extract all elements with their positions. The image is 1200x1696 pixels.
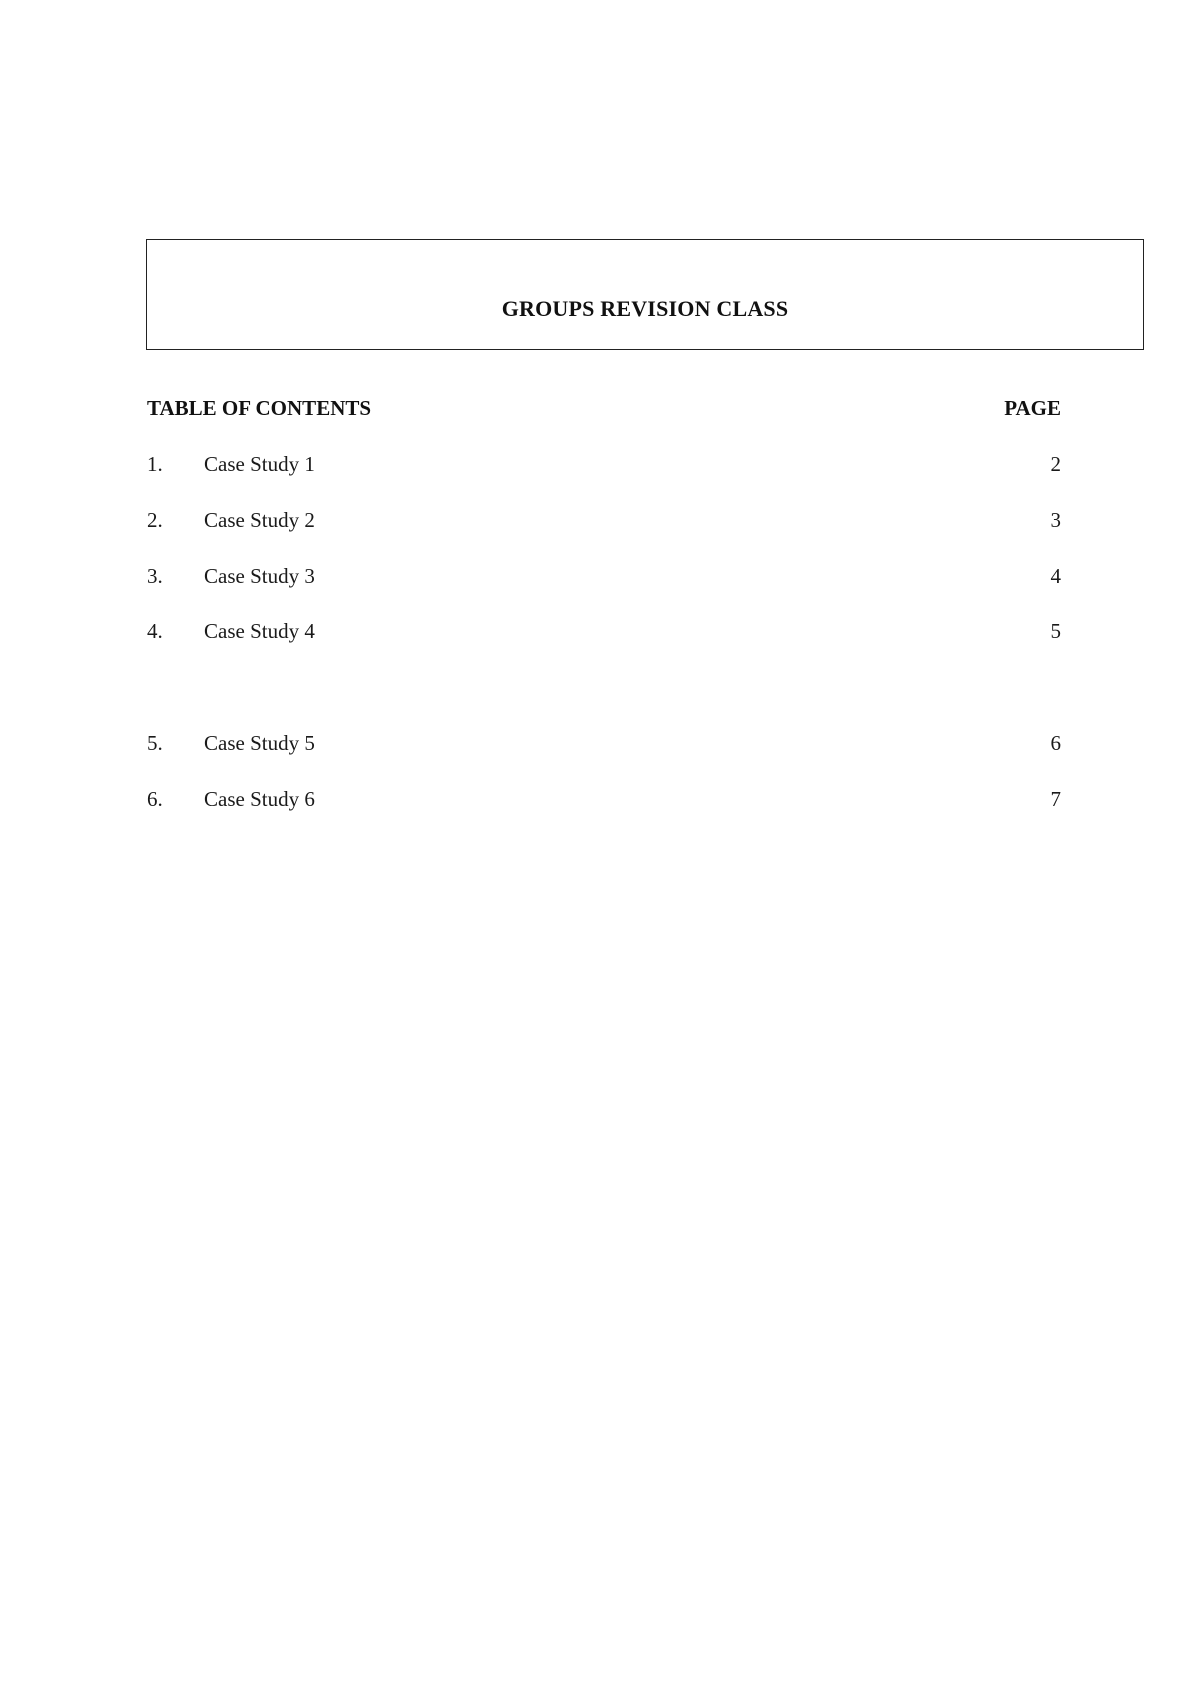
entry-page: 5 xyxy=(1050,619,1061,643)
entry-number: 1. xyxy=(147,452,163,476)
page-heading: PAGE xyxy=(1004,396,1061,420)
entry-label: Case Study 5 xyxy=(204,731,315,755)
entry-page: 2 xyxy=(1050,452,1061,476)
toc-entry-4 xyxy=(147,619,1061,649)
entry-page: 6 xyxy=(1050,731,1061,755)
entry-number: 5. xyxy=(147,731,163,755)
entry-page: 4 xyxy=(1050,564,1061,588)
toc-entry-1 xyxy=(147,452,1061,482)
entry-number: 6. xyxy=(147,787,163,811)
toc-entry-5 xyxy=(147,731,1061,761)
entry-label: Case Study 1 xyxy=(204,452,315,476)
toc-entry-3 xyxy=(147,564,1061,594)
toc-heading: TABLE OF CONTENTS xyxy=(147,396,372,420)
toc-entry-2 xyxy=(147,508,1061,538)
toc-entry-6 xyxy=(147,787,1061,817)
document-title: GROUPS REVISION CLASS xyxy=(501,296,789,321)
entry-label: Case Study 3 xyxy=(204,564,315,588)
title-box xyxy=(146,239,1144,350)
entry-number: 3. xyxy=(147,564,163,588)
entry-number: 2. xyxy=(147,508,163,532)
entry-label: Case Study 2 xyxy=(204,508,315,532)
entry-page: 3 xyxy=(1050,508,1061,532)
entry-label: Case Study 4 xyxy=(204,619,315,643)
toc-header xyxy=(147,396,1061,426)
entry-number: 4. xyxy=(147,619,163,643)
entry-label: Case Study 6 xyxy=(204,787,315,811)
entry-page: 7 xyxy=(1050,787,1061,811)
